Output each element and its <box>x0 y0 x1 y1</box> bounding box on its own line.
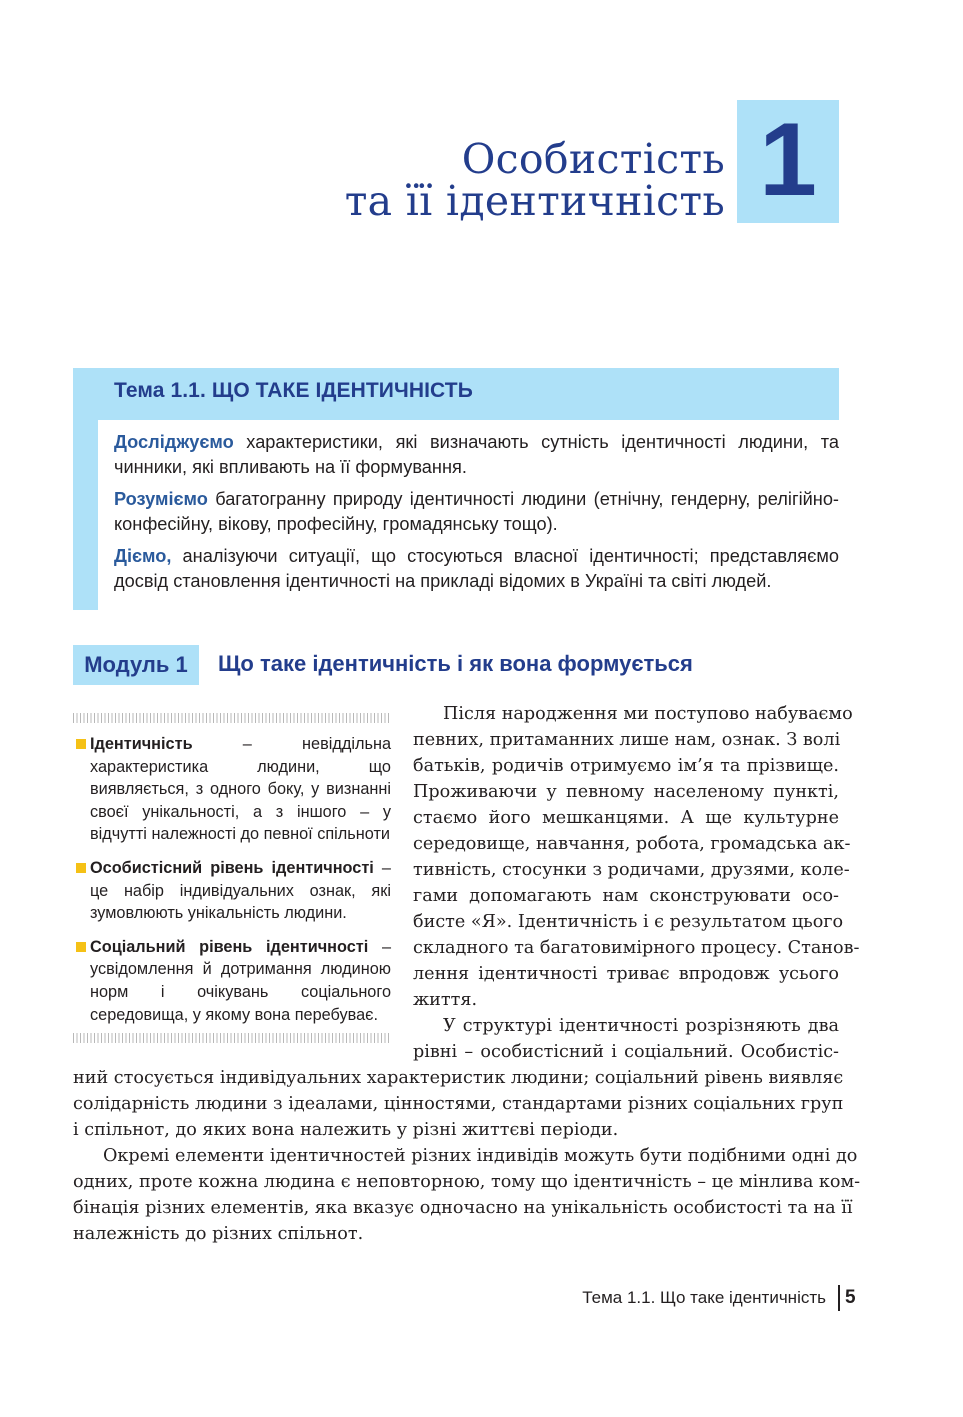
chapter-title-line-2: та її ідентичність <box>344 177 725 225</box>
topic-goal-understand <box>114 487 839 537</box>
definition-item <box>73 857 391 925</box>
topic-title: Тема 1.1. ЩО ТАКЕ ІДЕНТИЧНІСТЬ <box>114 379 473 402</box>
topic-side-stripe <box>73 420 98 610</box>
module-title: Що таке ідентичність і як вона формується <box>218 651 693 676</box>
body-line: батьків, родичів отримуємо ім’я та прізвище. <box>413 756 839 776</box>
main-text-column <box>413 701 860 1065</box>
square-bullet-icon <box>76 942 86 952</box>
body-line: певних, притаманних лише нам, ознак. З волі <box>413 730 841 750</box>
page-number: 5 <box>845 1287 856 1308</box>
module-badge: Модуль 1 <box>73 645 199 685</box>
topic-goals <box>114 430 839 601</box>
body-line: солідарність людини з ідеалами, цінностями, стандартами різних соціальних груп <box>73 1094 844 1114</box>
body-line: лення ідентичності триває впродовж усього <box>413 964 839 984</box>
footer-running-title: Тема 1.1. Що таке ідентичність <box>582 1288 826 1307</box>
chapter-number-box <box>737 100 839 223</box>
definition-item <box>73 733 391 846</box>
body-line: стаємо його мешканцями. А ще культурне <box>413 808 839 828</box>
body-line: життя. <box>413 990 478 1010</box>
goal-text: багатогранну природу ідентичності людини (етнічну, гендерну, релігійно-конфесійну, вікову, професійну, громадянську тощо). <box>114 489 839 534</box>
body-line: ний стосується індивідуальних характеристик людини; соціальний рівень виявляє <box>73 1068 844 1088</box>
square-bullet-icon <box>76 739 86 749</box>
definition-term: Соціальний рівень ідентичності <box>90 937 369 956</box>
goal-text: характеристики, які визначають сутність ідентичності людини, та чинники, які впливають на її формування. <box>114 432 839 477</box>
definition-text: – усвідомлення й дотримання людиною норм і очікувань соціального середовища, у якому вона перебуває. <box>90 937 391 1024</box>
definition-text: – невіддільна характеристика людини, що виявляється, з одного боку, у визнанні своєї унікальності, а з іншого – у відчутті належності до певної спільноти <box>90 735 391 844</box>
definition-term: Особистісний рівень ідентичності <box>90 858 374 877</box>
body-line: тивність, стосунки з родичами, друзями, коле- <box>413 860 850 880</box>
body-line: бисте «Я». Ідентичність і є результатом цього <box>413 912 844 932</box>
dotted-divider-bottom <box>73 1033 391 1043</box>
square-bullet-icon <box>76 863 86 873</box>
body-line: середовище, навчання, робота, громадська ак- <box>413 834 851 854</box>
body-line: У структурі ідентичності розрізняють два <box>443 1016 839 1036</box>
topic-goal-explore <box>114 430 839 480</box>
body-line: Окремі елементи ідентичностей різних індивідів можуть бути подібними одні до <box>103 1146 858 1166</box>
chapter-number: 1 <box>759 102 817 218</box>
body-line: Проживаючи у певному населеному пункті, <box>413 782 839 802</box>
body-line: і спільнот, до яких вона належить у різні життєві періоди. <box>73 1120 619 1140</box>
body-line: належність до різних спільнот. <box>73 1224 364 1244</box>
footer-divider <box>838 1285 840 1311</box>
definitions-sidebar <box>73 733 391 1037</box>
goal-text: аналізуючи ситуації, що стосуються власної ідентичності; представляємо досвід становлення ідентичності на прикладі відомих в Україні та світі людей. <box>114 546 839 591</box>
definition-item <box>73 936 391 1026</box>
goal-keyword: Розуміємо <box>114 489 208 509</box>
body-line: бінація різних елементів, яка вказує одночасно на унікальність особистості та на її <box>73 1198 853 1218</box>
definition-term: Ідентичність <box>90 735 193 753</box>
dotted-divider-top <box>73 713 391 723</box>
topic-box <box>73 368 839 610</box>
body-line: гами допомагають нам сконструювати осо- <box>413 886 839 906</box>
body-line: Після народження ми поступово набуваємо <box>443 704 853 724</box>
chapter-title <box>125 135 725 225</box>
topic-goal-act <box>114 544 839 594</box>
body-line: рівні – особистісний і соціальний. Особистіс- <box>413 1042 839 1062</box>
chapter-title-line-1: Особистість <box>461 135 725 183</box>
full-width-text <box>73 1065 861 1247</box>
goal-keyword: Діємо, <box>114 546 172 566</box>
body-line: складного та багатовимірного процесу. Станов- <box>413 938 860 958</box>
body-line: одних, проте кожна людина є неповторною, тому що ідентичність – це мінлива ком- <box>73 1172 861 1192</box>
definition-text: – це набір індивідуальних ознак, які зумовлюють унікальність людини. <box>90 858 391 923</box>
goal-keyword: Досліджуємо <box>114 432 234 452</box>
